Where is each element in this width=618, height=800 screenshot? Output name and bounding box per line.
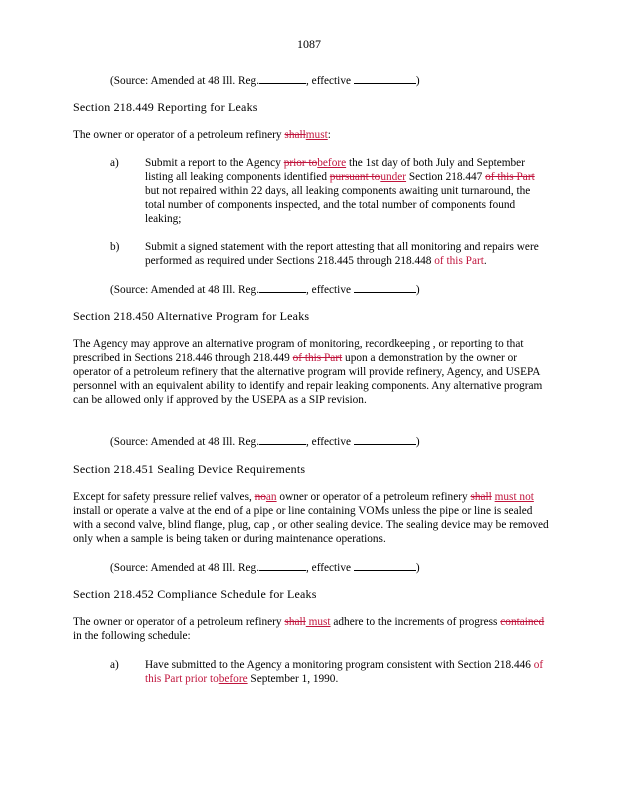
- inserted-text: must: [305, 129, 328, 141]
- inserted-text: of this Part: [431, 255, 484, 267]
- source-text: ): [415, 436, 420, 448]
- deleted-text: no: [254, 491, 266, 503]
- deleted-text: of this Part: [292, 352, 343, 364]
- text: the following schedule:: [81, 630, 191, 642]
- list-item: [145, 240, 545, 268]
- text: Submit a report to the Agency: [145, 157, 284, 169]
- blank-line: [354, 433, 416, 445]
- item-label: b): [110, 241, 120, 253]
- item-label: a): [110, 157, 119, 169]
- section-heading: Section 218.449 Reporting for Leaks: [73, 100, 258, 114]
- item-label: a): [110, 659, 119, 671]
- source-note: [110, 433, 420, 449]
- source-text: , effective: [306, 75, 354, 87]
- text: upon a demonstration by the owner or operator of a petroleum refinery that the alternative program will provide refinery, Agency, and USEPA personnel with an equivalent ability to identify and repair leaking components. Any alternative program can be allowed only if approved by the USEPA as a SIP revision.: [73, 352, 543, 406]
- inserted-text: must: [305, 616, 331, 628]
- deleted-text: shall: [284, 129, 306, 141]
- text: The owner or operator of a petroleum refinery: [73, 616, 285, 628]
- text: in: [73, 630, 82, 642]
- section-heading: Section 218.451 Sealing Device Requirements: [73, 462, 306, 476]
- inserted-text: before: [317, 157, 347, 169]
- blank-line: [354, 281, 416, 293]
- deleted-text: prior to: [283, 157, 318, 169]
- source-text: (Source: Amended at 48 Ill. Reg.: [110, 436, 260, 448]
- text: , or other sealing device. The sealing device may be removed only when a sample is being taken or during maintenance operations.: [73, 519, 549, 545]
- text: install or operate a valve at the end of a pipe or line containing VOMs unless the pipe or line is sealed with a second valve, blind flange, plug, cap: [73, 505, 533, 531]
- source-text: (Source: Amended at 48 Ill. Reg.: [110, 284, 260, 296]
- text: adhere to the increments of progress: [330, 616, 501, 628]
- paragraph: [73, 490, 551, 546]
- source-text: , effective: [306, 436, 354, 448]
- text: The owner or operator of a petroleum refinery: [73, 129, 285, 141]
- deleted-text: shall: [470, 491, 492, 503]
- inserted-text: an: [265, 491, 277, 503]
- text: Except for safety pressure relief valves,: [73, 491, 255, 503]
- paragraph: [73, 615, 551, 643]
- blank-line: [259, 72, 306, 84]
- text: Have submitted to the Agency a monitoring program consistent with Section 218.446: [145, 659, 534, 671]
- text: .: [483, 255, 487, 267]
- text: Submit a signed statement with the report attesting that all monitoring and repairs were performed as required under Sections 218.445 through 218.448: [145, 241, 539, 267]
- deleted-text: of this Part: [485, 171, 535, 183]
- text: Section 218.447: [406, 171, 486, 183]
- text: September 1, 1990.: [247, 673, 339, 685]
- inserted-text: before: [218, 673, 248, 685]
- list-item: [145, 658, 545, 686]
- blank-line: [354, 72, 416, 84]
- deleted-text: pursuant to: [329, 171, 381, 183]
- text: The Agency may approve an alternative program of monitoring, recordkeeping: [73, 338, 430, 350]
- deleted-text: prior to: [182, 673, 219, 685]
- blank-line: [354, 559, 416, 571]
- source-text: ): [415, 75, 420, 87]
- source-text: ): [415, 284, 420, 296]
- inserted-text: under: [380, 171, 407, 183]
- source-note: [110, 559, 420, 575]
- blank-line: [259, 281, 306, 293]
- source-text: , effective: [306, 562, 354, 574]
- text: the 1st day of both July and September listing all leaking components identified: [145, 157, 525, 183]
- blank-line: [259, 433, 306, 445]
- deleted-text: contained: [500, 616, 545, 628]
- page-number: 1087: [297, 37, 321, 51]
- list-item: [145, 156, 545, 226]
- source-text: ): [415, 562, 420, 574]
- source-text: (Source: Amended at 48 Ill. Reg.: [110, 562, 260, 574]
- section-heading: Section 218.452 Compliance Schedule for Leaks: [73, 587, 317, 601]
- source-text: (Source: Amended at 48 Ill. Reg.: [110, 75, 260, 87]
- text: but not repaired within 22 days, all leaking components awaiting unit turnaround, the total number of components inspected, and the total number of components found leaking;: [145, 185, 531, 225]
- section-heading: Section 218.450 Alternative Program for Leaks: [73, 309, 310, 323]
- inserted-text: must not: [494, 491, 534, 503]
- source-text: , effective: [306, 284, 354, 296]
- text: , or reporting to that prescribed in Sections 218.446 through 218.449: [73, 338, 524, 364]
- paragraph: [73, 337, 551, 407]
- source-note: [110, 72, 420, 88]
- text: :: [327, 129, 331, 141]
- text: owner or operator of a petroleum refinery: [276, 491, 471, 503]
- blank-line: [259, 559, 306, 571]
- source-note: [110, 281, 420, 297]
- inserted-text: of this Part: [145, 659, 544, 685]
- deleted-text: shall: [284, 616, 306, 628]
- paragraph: [73, 128, 551, 142]
